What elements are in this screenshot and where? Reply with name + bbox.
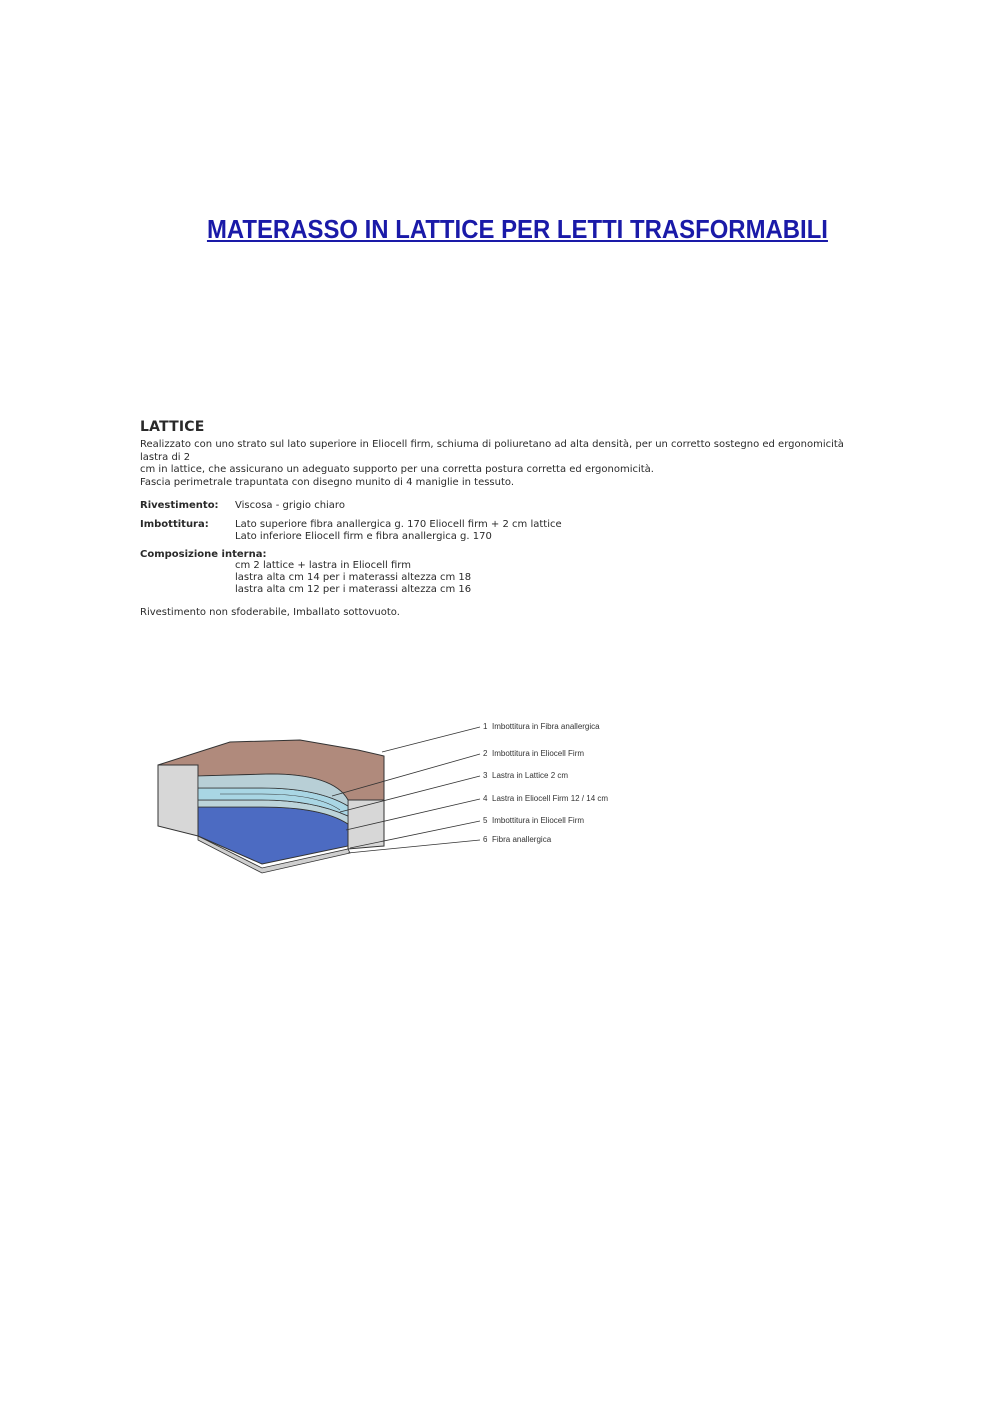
layer-1-number: 1 (483, 722, 488, 731)
layer-2-label: Imbottitura in Eliocell Firm (492, 749, 585, 758)
layer-5-number: 5 (483, 816, 488, 825)
composizione-value: lastra alta cm 14 per i materassi altezza cm 18 (235, 572, 472, 583)
layer-4-label: Lastra in Eliocell Firm 12 / 14 cm (492, 794, 609, 803)
spec-note: Rivestimento non sfoderabile, Imballato sottovuoto. (140, 607, 400, 618)
mattress-diagram (150, 712, 650, 892)
layer-3-label: Lastra in Lattice 2 cm (492, 771, 569, 780)
spec-intro (140, 439, 870, 489)
layer-5-label: Imbottitura in Eliocell Firm (492, 816, 585, 825)
product-spec (140, 419, 870, 619)
spec-intro-line: Fascia perimetrale trapuntata con disegno munito di 4 maniglie in tessuto. (140, 476, 515, 488)
mattress-cross-section (150, 712, 650, 892)
layer-1-label: Imbottitura in Fibra anallergica (492, 722, 600, 731)
spec-row-composizione (140, 549, 870, 596)
imbottitura-value: Lato superiore fibra anallergica g. 170 Eliocell firm + 2 cm lattice (235, 519, 562, 530)
composizione-value: lastra alta cm 12 per i materassi altezza cm 16 (235, 584, 472, 595)
imbottitura-label: Imbottitura: (140, 519, 209, 530)
spec-row-rivestimento (140, 500, 870, 512)
imbottitura-value: Lato inferiore Eliocell firm e fibra anallergica g. 170 (235, 531, 492, 542)
spec-intro-line: Realizzato con uno strato sul lato superiore in Eliocell firm, schiuma di poliuretano ad alta densità, per un corretto sostegno ed ergonomicità lastra di 2 (140, 439, 844, 463)
leader-line-1 (382, 727, 480, 752)
page-title: MATERASSO IN LATTICE PER LETTI TRASFORMABILI (206, 214, 828, 244)
rivestimento-value: Viscosa - grigio chiaro (235, 500, 345, 511)
composizione-value: cm 2 lattice + lastra in Eliocell firm (235, 560, 411, 571)
mattress-right-side (348, 800, 384, 849)
rivestimento-label: Rivestimento: (140, 500, 219, 511)
spec-heading: LATTICE (140, 419, 205, 435)
composizione-label: Composizione interna: (140, 549, 267, 560)
layer-4-number: 4 (483, 794, 488, 803)
mattress-left-side (158, 765, 198, 836)
layer-3-number: 3 (483, 771, 488, 780)
spec-intro-line: cm in lattice, che assicurano un adeguato supporto per una corretta postura corretta ed ergonomicità. (140, 464, 654, 475)
layer-6-label: Fibra anallergica (492, 835, 552, 844)
layer-6-number: 6 (483, 835, 488, 844)
layer-2-number: 2 (483, 749, 488, 758)
spec-row-imbottitura (140, 519, 870, 543)
